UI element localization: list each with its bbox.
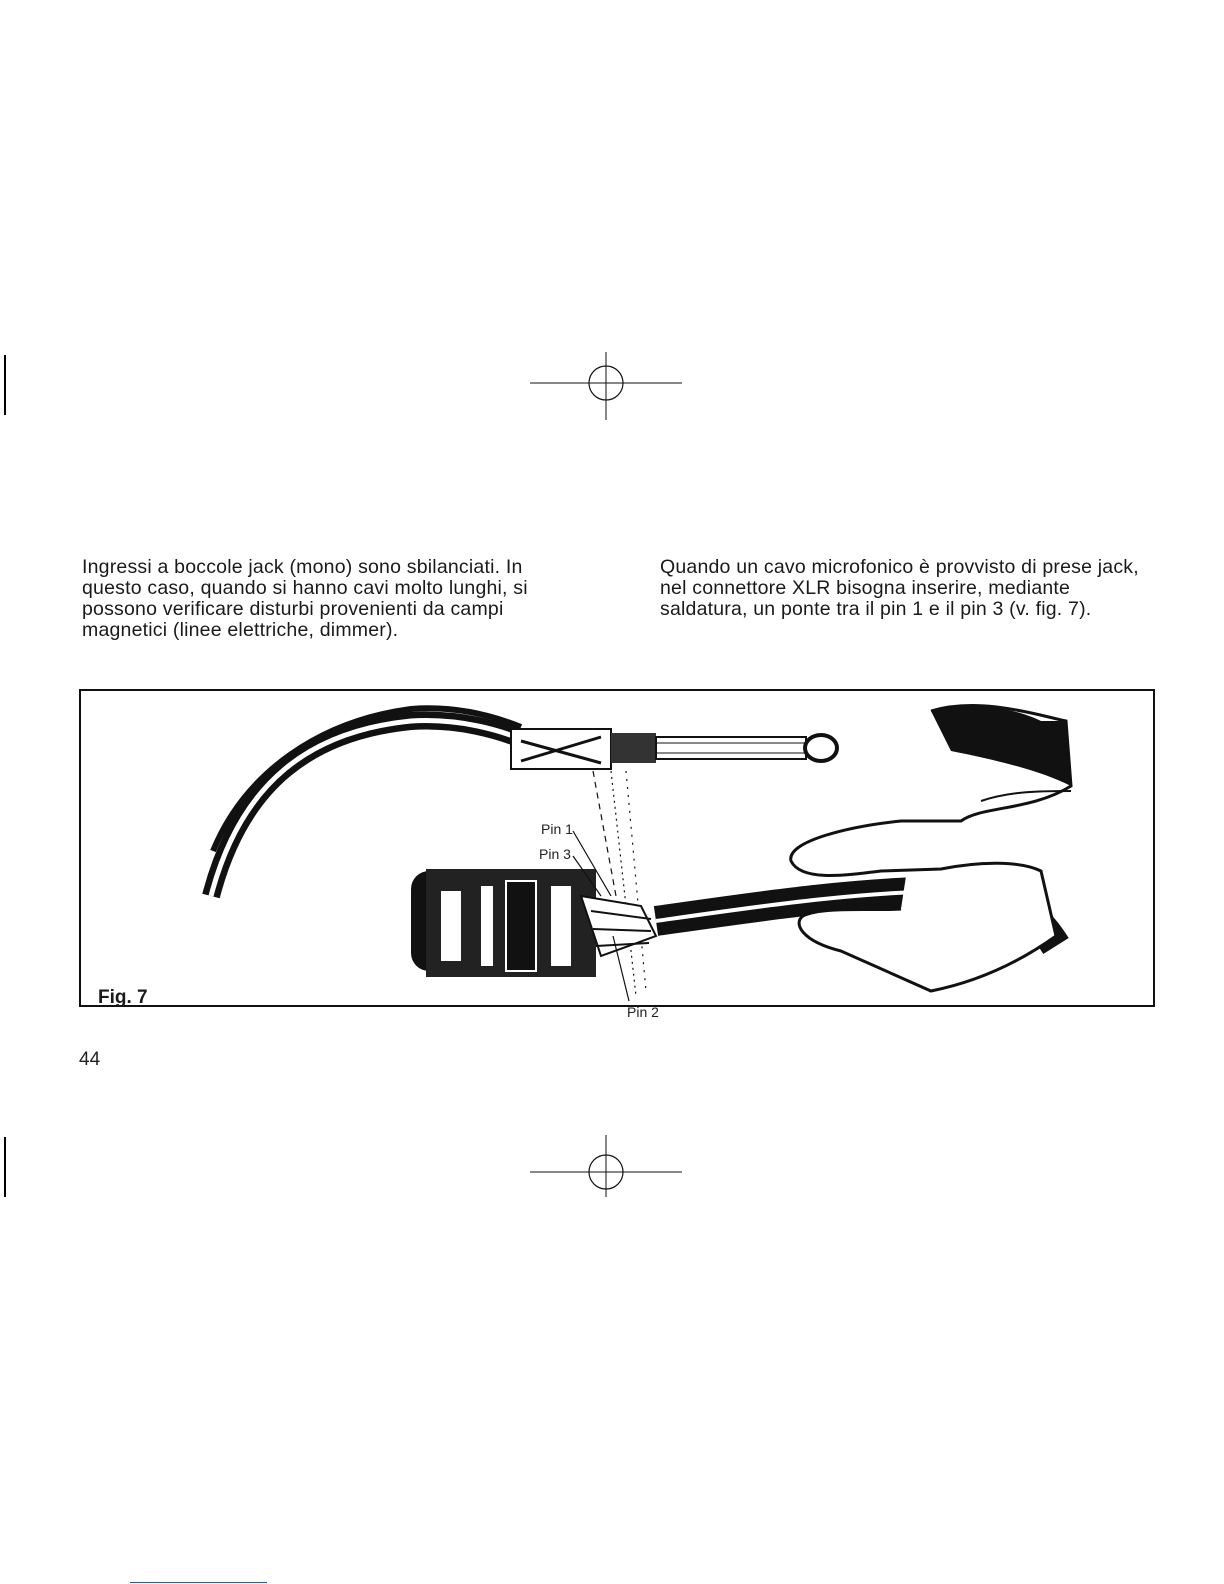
xlr-jack-illustration [81, 691, 1152, 1004]
left-paragraph: Ingressi a boccole jack (mono) sono sbilanciati. In questo caso, quando si hanno cavi molto lunghi, si possono verificare disturbi provenienti da campi magnetici (linee elettriche, dimmer). [82, 556, 528, 641]
figure-7 [79, 689, 1155, 1020]
page-number: 44 [79, 1049, 101, 1070]
label-pin-3: Pin 3 [539, 846, 571, 862]
right-paragraph: Quando un cavo microfonico è provvisto di prese jack, nel connettore XLR bisogna inserire, mediante saldatura, un ponte tra il pin 1 e il pin 3 (v. fig. 7). [660, 556, 1139, 620]
crop-mark-left-top [4, 355, 6, 415]
figure-caption: Fig. 7 [98, 987, 148, 1008]
left-column [82, 557, 582, 641]
registration-mark-top [530, 352, 682, 420]
label-pin-2: Pin 2 [627, 1004, 659, 1020]
label-pin-1: Pin 1 [541, 821, 573, 837]
right-column [660, 557, 1160, 620]
footer-rule [130, 1582, 267, 1583]
crop-mark-left-bottom [4, 1137, 6, 1197]
registration-mark-bottom [530, 1135, 682, 1197]
